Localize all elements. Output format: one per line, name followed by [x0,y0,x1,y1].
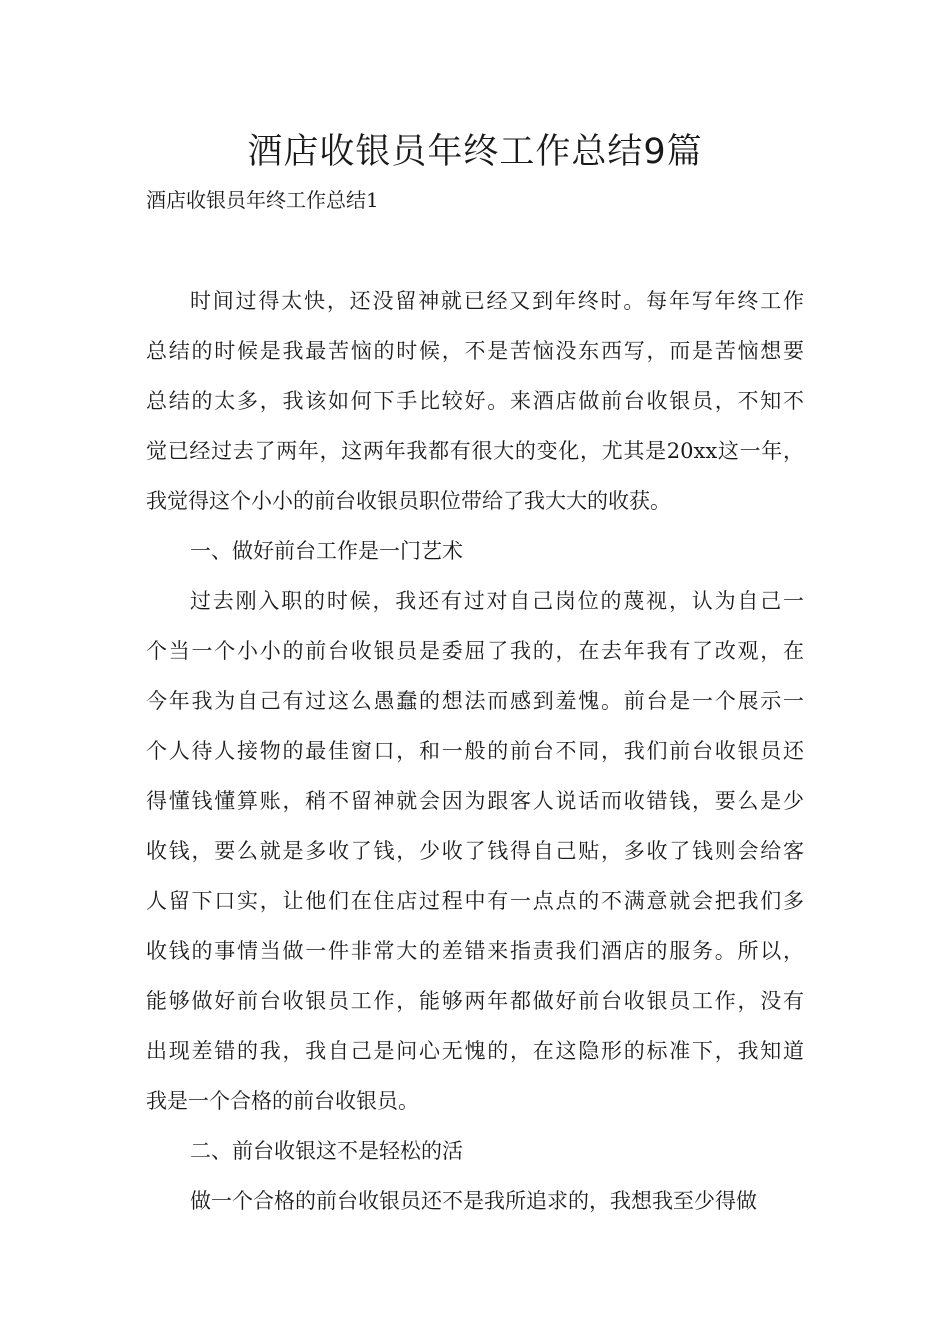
paragraph-line: 能够做好前台收银员工作，能够两年都做好前台收银员工作，没有 [146,989,804,1013]
document-title: 酒店收银员年终工作总结9篇 [247,132,703,172]
paragraph-line: 时间过得太快，还没留神就已经又到年终时。每年写年终工作 [190,289,804,313]
document-body [146,276,804,1226]
paragraph-line: 今年我为自己有过这么愚蠢的想法而感到羞愧。前台是一个展示一 [146,689,804,713]
section-heading: 一、做好前台工作是一门艺术 [190,539,463,563]
paragraph-line: 收钱，要么就是多收了钱，少收了钱得自己贴，多收了钱则会给客 [146,839,804,863]
paragraph-line: 得懂钱懂算账，稍不留神就会因为跟客人说话而收错钱，要么是少 [146,789,804,813]
paragraph-line: 个当一个小小的前台收银员是委屈了我的，在去年我有了改观，在 [146,639,804,663]
paragraph-line: 出现差错的我，我自己是问心无愧的，在这隐形的标准下，我知道 [146,1039,804,1063]
paragraph-line: 过去刚入职的时候，我还有过对自己岗位的蔑视，认为自己一 [190,589,804,613]
paragraph-line: 做一个合格的前台收银员还不是我所追求的，我想我至少得做 [190,1189,757,1213]
paragraph-line: 总结的时候是我最苦恼的时候，不是苦恼没东西写，而是苦恼想要 [146,339,804,363]
paragraph-line: 总结的太多，我该如何下手比较好。来酒店做前台收银员，不知不 [146,389,804,413]
section-subtitle: 酒店收银员年终工作总结1 [146,188,379,212]
section-heading: 二、前台收银这不是轻松的活 [190,1139,463,1163]
paragraph-line: 我是一个合格的前台收银员。 [146,1089,419,1113]
body-paragraph [146,1176,804,1226]
paragraph-line: 个人待人接物的最佳窗口，和一般的前台不同，我们前台收银员还 [146,739,804,763]
paragraph-line: 人留下口实，让他们在住店过程中有一点点的不满意就会把我们多 [146,889,804,913]
paragraph-line: 收钱的事情当做一件非常大的差错来指责我们酒店的服务。所以， [146,939,804,963]
paragraph-line: 我觉得这个小小的前台收银员职位带给了我大大的收获。 [146,489,671,513]
body-paragraph [146,276,804,526]
body-paragraph [146,576,804,1126]
paragraph-line: 觉已经过去了两年，这两年我都有很大的变化，尤其是20xx这一年， [146,439,804,463]
